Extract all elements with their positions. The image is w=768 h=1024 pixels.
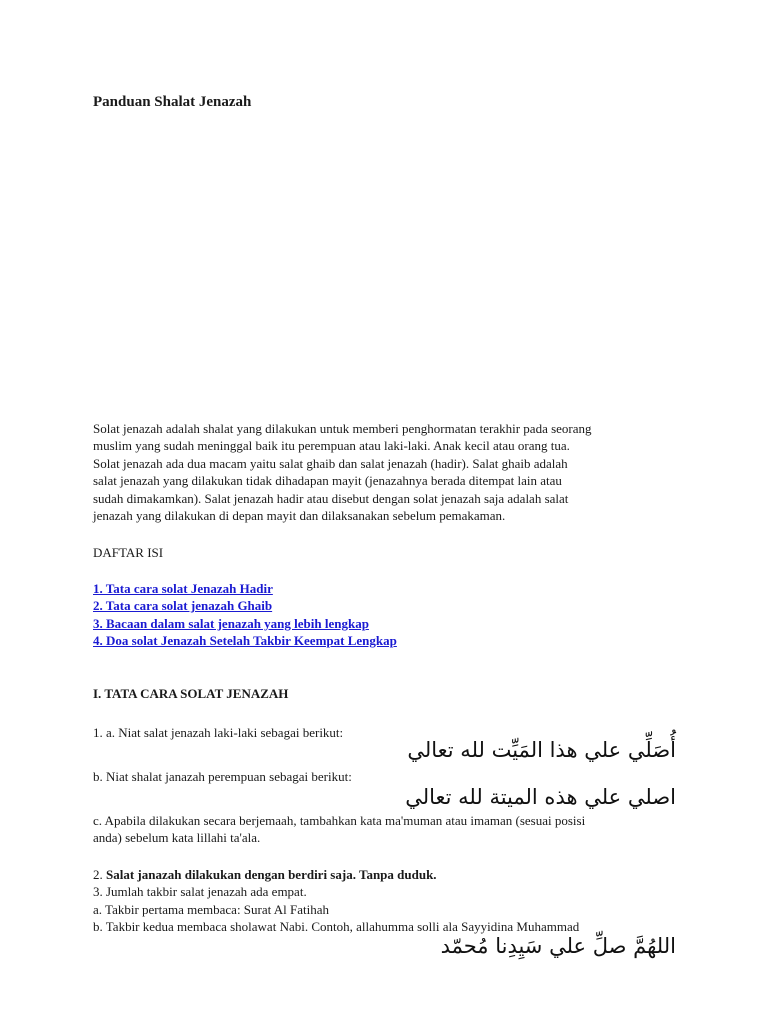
intro-line: sudah dimakamkan). Salat jenazah hadir atau disebut dengan solat jenazah saja adalah salat: [93, 490, 569, 506]
step-3a: a. Takbir pertama membaca: Surat Al Fatihah: [93, 902, 330, 917]
toc-item: [93, 580, 397, 597]
toc-link-jenazah-ghaib[interactable]: 2. Tata cara solat jenazah Ghaib: [93, 598, 273, 614]
toc-heading: DAFTAR ISI: [93, 545, 164, 560]
arabic-sholawat: اللهُمَّ صلِّ علي سَيِدِنا مُحمّد: [440, 934, 676, 958]
section-heading: I. TATA CARA SOLAT JENAZAH: [93, 686, 289, 701]
arabic-niat-male: أُصَلِّي علي هذا المَيِّت لله تعالي: [407, 738, 676, 762]
toc-item: [93, 615, 397, 632]
toc-item: [93, 597, 397, 614]
page-title: Panduan Shalat Jenazah: [93, 94, 252, 110]
table-of-contents: [93, 580, 397, 650]
niat-male-text: 1. a. Niat salat jenazah laki-laki sebagai berikut:: [93, 725, 344, 740]
intro-line: jenazah yang dilakukan di depan mayit dan dilaksanakan sebelum pemakaman.: [93, 508, 506, 524]
toc-link-jenazah-hadir[interactable]: 1. Tata cara solat Jenazah Hadir: [93, 581, 273, 596]
step-2: [93, 866, 437, 883]
note-line: c. Apabila dilakukan secara berjemaah, tambahkan kata ma'muman atau imaman (sesuai posisi: [93, 813, 586, 828]
niat-female-text: b. Niat shalat janazah perempuan sebagai berikut:: [93, 769, 352, 784]
step-3b: b. Takbir kedua membaca sholawat Nabi. Contoh, allahumma solli ala Sayyidina Muhammad: [93, 919, 580, 934]
step-2-number: 2.: [93, 867, 106, 882]
note-line: anda) sebelum kata lillahi ta'ala.: [93, 830, 261, 845]
intro-line: Solat jenazah ada dua macam yaitu salat ghaib dan salat jenazah (hadir). Salat ghaib adalah: [93, 455, 568, 471]
intro-line: Solat jenazah adalah shalat yang dilakukan untuk memberi penghormatan terakhir pada seorang: [93, 421, 592, 436]
toc-link-doa-takbir-keempat[interactable]: 4. Doa solat Jenazah Setelah Takbir Keempat Lengkap: [93, 633, 397, 649]
intro-paragraph: [93, 420, 693, 524]
step-2-bold-text: Salat janazah dilakukan dengan berdiri saja. Tanpa duduk.: [106, 867, 437, 882]
intro-line: salat jenazah yang dilakukan tidak dihadapan mayit (jenazahnya berada ditempat lain atau: [93, 473, 562, 489]
arabic-niat-female: اصلي علي هذه الميتة لله تعالي: [405, 785, 676, 809]
step-3: 3. Jumlah takbir salat jenazah ada empat.: [93, 884, 307, 899]
toc-item: [93, 632, 397, 649]
berjemaah-note: [93, 812, 693, 846]
toc-link-bacaan-lengkap[interactable]: 3. Bacaan dalam salat jenazah yang lebih lengkap: [93, 615, 369, 631]
intro-line: muslim yang sudah meninggal baik itu perempuan atau laki-laki. Anak kecil atau orang tua.: [93, 438, 570, 454]
